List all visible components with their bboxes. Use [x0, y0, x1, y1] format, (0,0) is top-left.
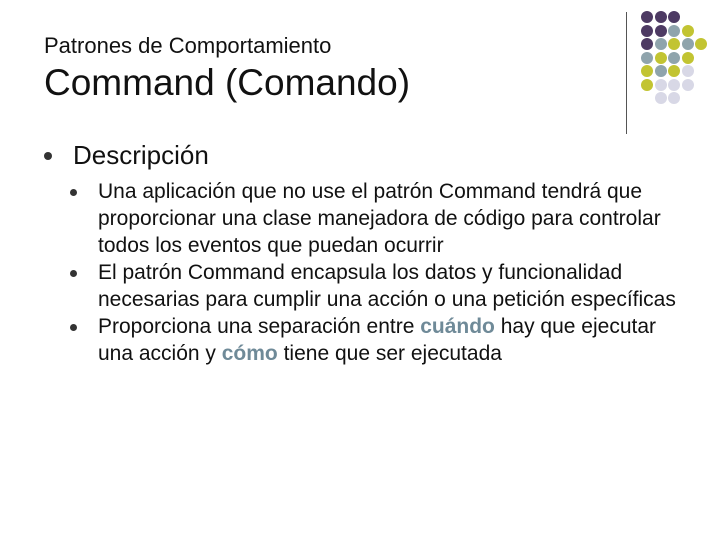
sub-bullet-3 [70, 313, 690, 367]
bullet-dot-icon [70, 324, 77, 331]
sub-bullet-list [70, 178, 690, 367]
decorative-dot [682, 65, 694, 77]
decorative-dot [682, 79, 694, 91]
decorative-dot [668, 79, 680, 91]
highlight-cuando: cuándo [420, 315, 495, 338]
decorative-dot [655, 79, 667, 91]
decorative-dot [668, 65, 680, 77]
decorative-dot [641, 11, 653, 23]
decorative-dot [682, 52, 694, 64]
decorative-divider [626, 12, 627, 134]
bullet-dot-icon [44, 152, 52, 160]
decorative-dot [655, 52, 667, 64]
decorative-dot [695, 38, 707, 50]
decorative-dot [655, 38, 667, 50]
highlight-como: cómo [221, 342, 278, 365]
bullet-dot-icon [70, 270, 77, 277]
slide-title: Command (Comando) [44, 62, 411, 103]
decorative-dot [641, 52, 653, 64]
text-segment: tiene que ser ejecutada [277, 342, 502, 365]
sub-bullet-text [98, 313, 688, 367]
decorative-dot [641, 38, 653, 50]
decorative-dot [655, 25, 667, 37]
bullet-level1-text: Descripción [73, 140, 209, 170]
decorative-dot [682, 38, 694, 50]
bullet-level1 [44, 140, 209, 170]
bullet-dot-icon [70, 189, 77, 196]
decorative-dot [655, 11, 667, 23]
sub-bullet-text: Una aplicación que no use el patrón Command tendrá que proporcionar una clase manejadora de código para controlar todos los eventos que puedan ocurrir [98, 180, 661, 257]
slide-subtitle: Patrones de Comportamiento [44, 33, 332, 58]
decorative-dot [668, 38, 680, 50]
decorative-dot [641, 79, 653, 91]
decorative-dot [641, 25, 653, 37]
decorative-dot [668, 92, 680, 104]
decorative-dot [655, 92, 667, 104]
decorative-dot [668, 25, 680, 37]
decorative-dot [668, 52, 680, 64]
sub-bullet-text: El patrón Command encapsula los datos y funcionalidad necesarias para cumplir una acción o una petición específicas [98, 261, 676, 311]
text-segment: hay que ejecutar una acción y [98, 315, 656, 365]
decorative-dot [655, 65, 667, 77]
decorative-dot [682, 25, 694, 37]
text-segment: Proporciona una separación entre [98, 315, 421, 338]
decorative-dot [641, 65, 653, 77]
decorative-dot [668, 11, 680, 23]
sub-bullet-1 [70, 178, 690, 259]
sub-bullet-2 [70, 259, 690, 313]
